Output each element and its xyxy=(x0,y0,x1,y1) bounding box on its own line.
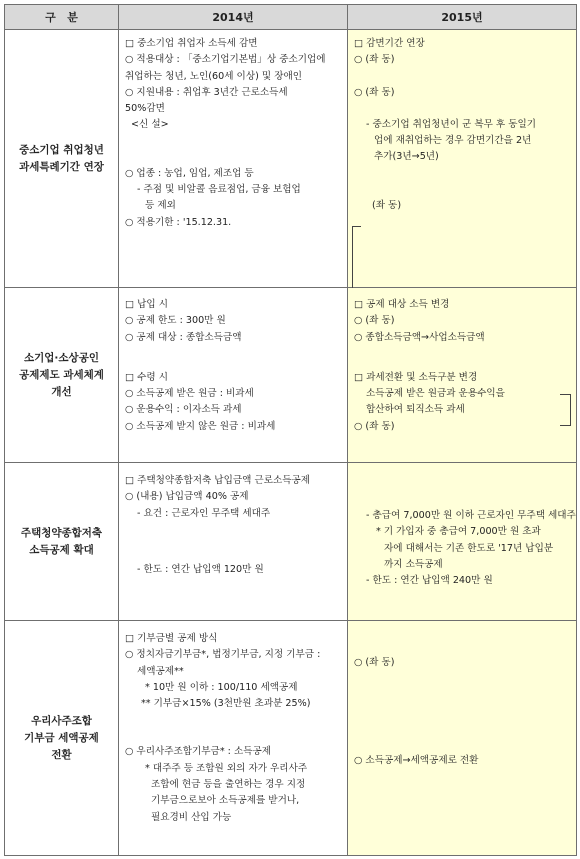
text-line: - 요건 : 근로자인 무주택 세대주 xyxy=(137,507,271,519)
text-line: □ 수령 시 xyxy=(125,371,168,383)
text-line: 까지 소득공제 xyxy=(384,558,443,570)
text-line: ○ 정치자금기부금*, 법정기부금, 지정 기부금 : xyxy=(125,649,321,661)
text-line: ○ (좌 동) xyxy=(354,315,395,327)
text-line: □ 중소기업 취업자 소득세 감면 xyxy=(125,38,258,49)
text-line: ○ 소득공제 받은 원금 : 비과세 xyxy=(125,388,254,400)
row-category xyxy=(5,463,119,621)
text-line: ○ (좌 동) xyxy=(354,54,395,66)
text-line: - 중소기업 취업청년이 군 복무 후 동일기 xyxy=(366,118,537,130)
category-line: 우리사주조합 xyxy=(31,714,92,727)
row-category xyxy=(5,621,119,856)
text-line: ○ 소득공제→세액공제로 전환 xyxy=(354,755,479,767)
text-line: □ 납입 시 xyxy=(125,299,168,310)
text-line: ○ 공제 대상 : 종합소득금액 xyxy=(125,331,242,343)
bracket-mark xyxy=(352,226,361,294)
table-row xyxy=(5,621,577,856)
category-line: 공제제도 과세체계 xyxy=(19,368,104,381)
comparison-table xyxy=(4,4,577,856)
text-line: - 한도 : 연간 납입액 240만 원 xyxy=(366,575,493,587)
text-line: - 주점 및 비알콜 음료점업, 금융 보험업 xyxy=(137,184,301,196)
text-line: ○ 우리사주조합기부금* : 소득공제 xyxy=(125,746,272,758)
cell-2015 xyxy=(348,288,577,463)
category-line: 주택청약종합저축 xyxy=(20,526,103,539)
category-line: 개선 xyxy=(51,385,72,398)
text-line: * 기 가입자 중 총급여 7,000만 원 초과 xyxy=(376,526,541,538)
category-line: 중소기업 취업청년 xyxy=(19,143,104,156)
header-row xyxy=(5,5,577,30)
text-line: ○ 종합소득금액→사업소득금액 xyxy=(354,331,485,343)
table-row xyxy=(5,30,577,288)
text-line: ** 기부금×15% (3천만원 초과분 25%) xyxy=(141,698,311,710)
text-line: ○ 지원내용 : 취업후 3년간 근로소득세 xyxy=(125,86,288,98)
cell-2014 xyxy=(119,463,348,621)
text-line: ○ 적용대상 : 「중소기업기본법」상 중소기업에 xyxy=(125,54,326,66)
text-line: 소득공제 받은 원금과 운용수익을 xyxy=(366,388,505,400)
text-line: ○ 소득공제 받지 않은 원금 : 비과세 xyxy=(125,420,276,432)
text-line: □ 기부금별 공제 방식 xyxy=(125,633,218,644)
category-line: 소득공제 확대 xyxy=(29,543,94,556)
text-line: □ 주택청약종합저축 납입금액 근로소득공제 xyxy=(125,475,311,486)
text-line: ○ (좌 동) xyxy=(354,657,395,668)
header-category: 구 분 xyxy=(5,5,119,30)
text-line: □ 공제 대상 소득 변경 xyxy=(354,299,450,310)
text-line: 기부금으로보아 소득공제를 받거나, xyxy=(151,795,300,807)
text-line: * 대주주 등 조합원 외의 자가 우리사주 xyxy=(145,762,308,774)
text-line: ○ 적용기한 : '15.12.31. xyxy=(125,216,232,228)
text-line: □ 감면기간 연장 xyxy=(354,38,425,49)
text-line: ○ 운용수익 : 이자소득 과세 xyxy=(125,404,242,416)
text-line: - 총급여 7,000만 원 이하 근로자인 무주택 세대주 xyxy=(366,510,576,521)
text-line: * 10만 원 이하 : 100/110 세액공제 xyxy=(145,681,298,693)
header-2015: 2015년 xyxy=(348,5,577,30)
bracket-mark xyxy=(560,394,571,426)
text-line: ○ (내용) 납입금액 40% 공제 xyxy=(125,491,249,503)
table-row xyxy=(5,288,577,463)
text-line: - 한도 : 연간 납입액 120만 원 xyxy=(137,563,264,575)
category-line: 전환 xyxy=(51,748,72,761)
text-line: 세액공제** xyxy=(137,665,184,677)
text-line: 자에 대해서는 기존 한도로 '17년 납입분 xyxy=(384,542,554,554)
text-line: 취업하는 청년, 노인(60세 이상) 및 장애인 xyxy=(125,70,303,82)
text-line: ○ (좌 동) xyxy=(354,86,395,98)
text-line: 조합에 현금 등을 출연하는 경우 지정 xyxy=(151,779,306,791)
table-row xyxy=(5,463,577,621)
text-line: □ 과세전환 및 소득구분 변경 xyxy=(354,371,478,383)
category-line: 기부금 세액공제 xyxy=(24,731,99,744)
text-line: 업에 재취업하는 경우 감면기간을 2년 xyxy=(374,135,532,147)
text-line: 추가(3년→5년) xyxy=(374,151,439,163)
row-category xyxy=(5,30,119,288)
cell-2015 xyxy=(348,30,577,288)
text-line: 등 제외 xyxy=(145,200,176,212)
category-line: 과세특례기간 연장 xyxy=(19,160,104,173)
cell-2014 xyxy=(119,30,348,288)
text-line: 필요경비 산입 가능 xyxy=(151,811,232,823)
text-line: ○ 공제 한도 : 300만 원 xyxy=(125,315,226,327)
text-line: (좌 동) xyxy=(372,199,402,211)
row-category xyxy=(5,288,119,463)
cell-2014 xyxy=(119,288,348,463)
text-line: ○ 업종 : 농업, 임업, 제조업 등 xyxy=(125,167,254,179)
text-line: ○ (좌 동) xyxy=(354,420,395,432)
cell-2015 xyxy=(348,463,577,621)
text-line: 50%감면 xyxy=(125,103,165,115)
cell-2015 xyxy=(348,621,577,856)
category-line: 소기업·소상공인 xyxy=(24,351,99,364)
text-line: <신 설> xyxy=(131,119,169,131)
header-2014: 2014년 xyxy=(119,5,348,30)
cell-2014 xyxy=(119,621,348,856)
text-line: 합산하여 퇴직소득 과세 xyxy=(366,404,465,416)
